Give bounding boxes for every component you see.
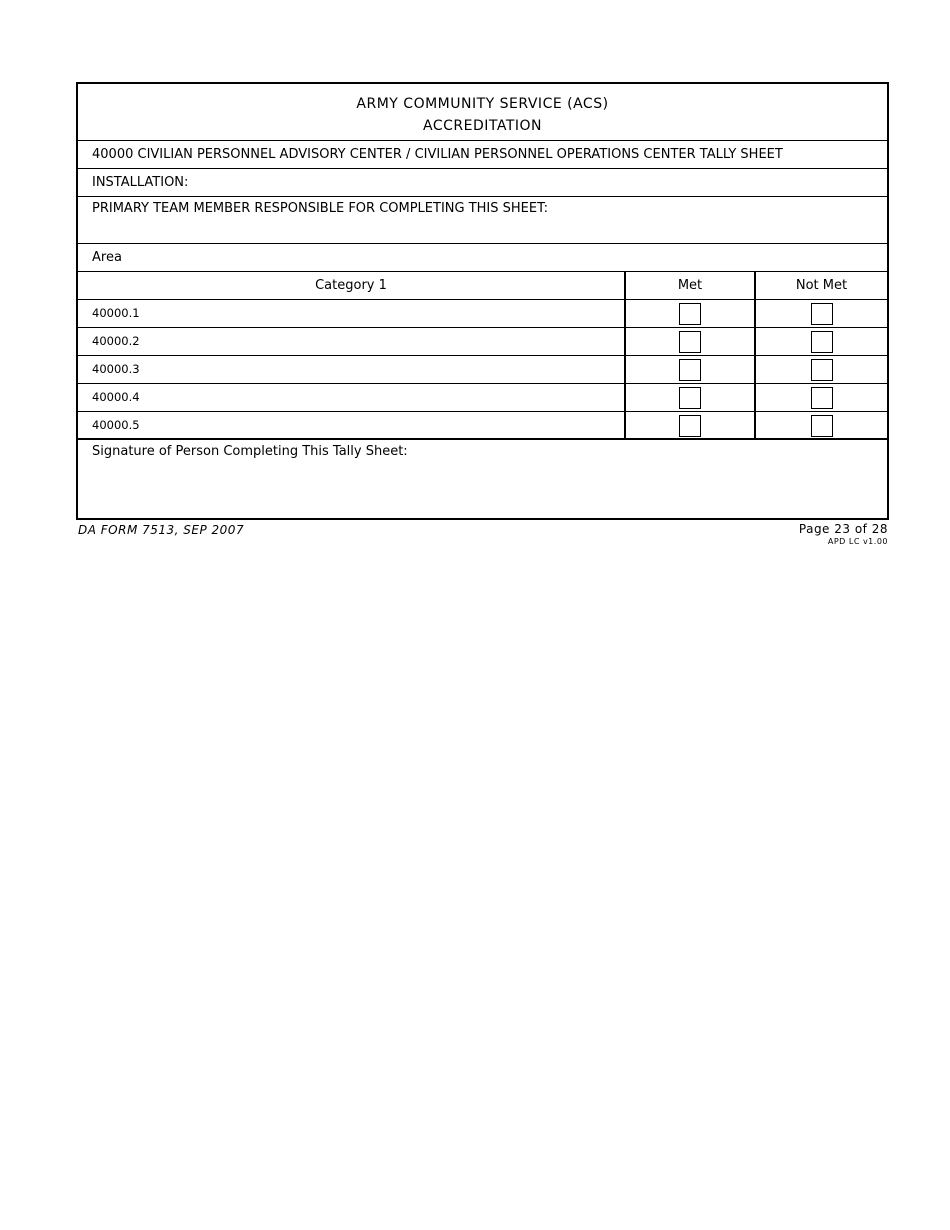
header-subtitle: ACCREDITATION [423, 118, 542, 134]
item-id: 40000.3 [78, 356, 626, 383]
page-number: Page 23 of 28 [798, 522, 888, 536]
not-met-checkbox[interactable] [811, 359, 833, 381]
not-met-checkbox[interactable] [811, 303, 833, 325]
signature-label: Signature of Person Completing This Tally Sheet: [92, 444, 408, 459]
area-label: Area [78, 244, 887, 272]
primary-team-member-label: PRIMARY TEAM MEMBER RESPONSIBLE FOR COMPLETING THIS SHEET: [92, 201, 549, 216]
installation-label: INSTALLATION: [92, 175, 189, 190]
category-header: Category 1 [78, 272, 626, 299]
page-info [799, 522, 888, 546]
table-header [78, 272, 887, 300]
sheet-title: 40000 CIVILIAN PERSONNEL ADVISORY CENTER / CIVILIAN PERSONNEL OPERATIONS CENTER TALLY SHEET [78, 141, 887, 169]
met-checkbox[interactable] [679, 359, 701, 381]
item-id: 40000.2 [78, 328, 626, 355]
item-id: 40000.5 [78, 412, 626, 438]
form-header [78, 84, 887, 141]
tally-sheet-form [76, 82, 889, 520]
met-checkbox[interactable] [679, 331, 701, 353]
met-checkbox[interactable] [679, 387, 701, 409]
not-met-checkbox[interactable] [811, 387, 833, 409]
not-met-header: Not Met [795, 278, 848, 293]
met-checkbox[interactable] [679, 303, 701, 325]
version-label: APD LC v1.00 [827, 537, 888, 546]
header-title: ARMY COMMUNITY SERVICE (ACS) [356, 96, 609, 112]
table-row [78, 384, 887, 412]
met-header: Met [626, 272, 756, 299]
not-met-checkbox[interactable] [811, 415, 833, 437]
primary-team-member-field[interactable] [78, 197, 887, 244]
met-checkbox[interactable] [679, 415, 701, 437]
installation-field[interactable] [78, 169, 887, 197]
not-met-checkbox[interactable] [811, 331, 833, 353]
table-row [78, 328, 887, 356]
item-id: 40000.1 [78, 300, 626, 327]
table-row [78, 412, 887, 440]
signature-field[interactable] [78, 440, 887, 518]
table-row [78, 356, 887, 384]
form-id: DA FORM 7513, SEP 2007 [78, 523, 245, 537]
table-row [78, 300, 887, 328]
item-id: 40000.4 [78, 384, 626, 411]
